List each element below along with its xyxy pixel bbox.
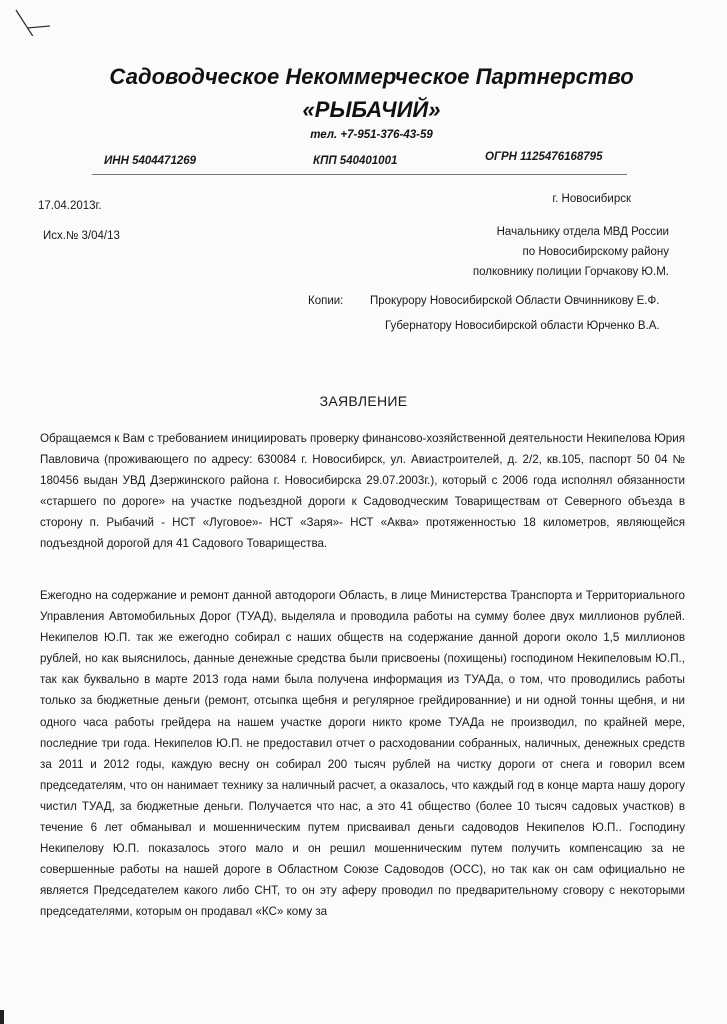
- document-title: ЗАЯВЛЕНИЕ: [319, 393, 408, 409]
- addressee-line: Начальнику отдела МВД России: [496, 226, 669, 238]
- addressee-line: по Новосибирскому району: [522, 246, 669, 258]
- copies-label: Копии:: [308, 295, 344, 307]
- body-paragraph: Обращаемся к Вам с требованием инициировать проверку финансово-хозяйственной деятельности Некипелова Юрия Павловича (проживающего по адресу: 630084 г. Новосибирск, ул. Авиастроителей, д. 2/2, кв.105, паспорт 50 04 № 180456 выдан УВД Дзержинского района г. Новосибирска 29.07.2003г.), который с 2006 года исполнял обязанности «старшего по дороге» на участке подъездной дороги к Садоводческим Товариществам от Северного объезда в сторону п. Рыбачий - НСТ «Луговое»- НСТ «Заря»- НСТ «Аква» протяженностью 18 километров, являющейся подъездной дорогой для 41 Садового Товарищества.: [40, 432, 685, 551]
- inn-requisite: ИНН 5404471269: [104, 155, 197, 167]
- body-paragraph: Ежегодно на содержание и ремонт данной автодороги Область, в лице Министерства Транспорта и Территориального Управления Автомобильных Дорог (ТУАД), выделяла и проводила работы на сумму более двух миллионов рублей. Некипелов Ю.П. так же ежегодно собирал с наших обществ на содержание данной дороги около 1,5 миллионов рублей, но как выяснилось, данные денежные средства были присвоены (похищены) господином Некипеловым Ю.П., так как буквально в марте 2013 года нами была получена информация из ТУАДа, о том, что проводились работы только за бюджетные деньги (ремонт, отсыпка щебня и регулярное грейдированние) и ни одной тонны щебня, и ни одного часа работы грейдера на нашем участке дороги никто кроме ТУАДа не производил, по крайней мере, последние три года. Некипелов Ю.П. не предоставил отчет о расходовании собранных, наличных, денежных средств за 2011 и 2012 годы, каждую весну он собирал 200 тысяч рублей на чистку дороги от снега и говорил всем председателям, что он нанимает технику за наличный расчет, а оказалось, что каждый год в конце марта нашу дорогу чистил ТУАД, за бюджетные деньги. Получается что нас, а это 41 общество (более 10 тысяч садовых участков) в течение 6 лет обманывал и мошенническим путем присваивал деньги садоводов Некипелов Ю.П.. Господину Некипелову Ю.П. показалось этого мало и он решил мошенническим путем получить компенсацию за не совершенные работы на нашей дороге в Областном Союзе Садоводов (ОСС), но так как он сам официально не является Председателем какого либо СНТ, то он эту аферу проводил по предварительному сговору с некоторыми председателями, которым он продавал «КС» кому за: [40, 589, 685, 919]
- document-date: 17.04.2013г.: [38, 200, 102, 212]
- copy-recipient: Губернатору Новосибирской области Юрченко В.А.: [385, 320, 660, 332]
- outgoing-number: Исх.№ 3/04/13: [43, 230, 120, 242]
- copy-recipient: Прокурору Новосибирской Области Овчинникову Е.Ф.: [370, 295, 660, 307]
- organization-short-name: «РЫБАЧИЙ»: [302, 97, 441, 122]
- organization-name: Садоводческое Некоммерческое Партнерство: [109, 64, 634, 89]
- kpp-requisite: КПП 540401001: [313, 155, 398, 167]
- addressee-block: [473, 222, 669, 282]
- addressee-line: полковнику полиции Горчакову Ю.М.: [472, 266, 669, 278]
- header-divider: [92, 174, 627, 175]
- scan-edge-artifact: [0, 1010, 4, 1024]
- handwritten-mark-icon: [12, 8, 52, 36]
- organization-phone: тел. +7-951-376-43-59: [310, 129, 433, 141]
- ogrn-requisite: ОГРН 1125476168795: [485, 151, 603, 163]
- document-city: г. Новосибирск: [552, 193, 631, 205]
